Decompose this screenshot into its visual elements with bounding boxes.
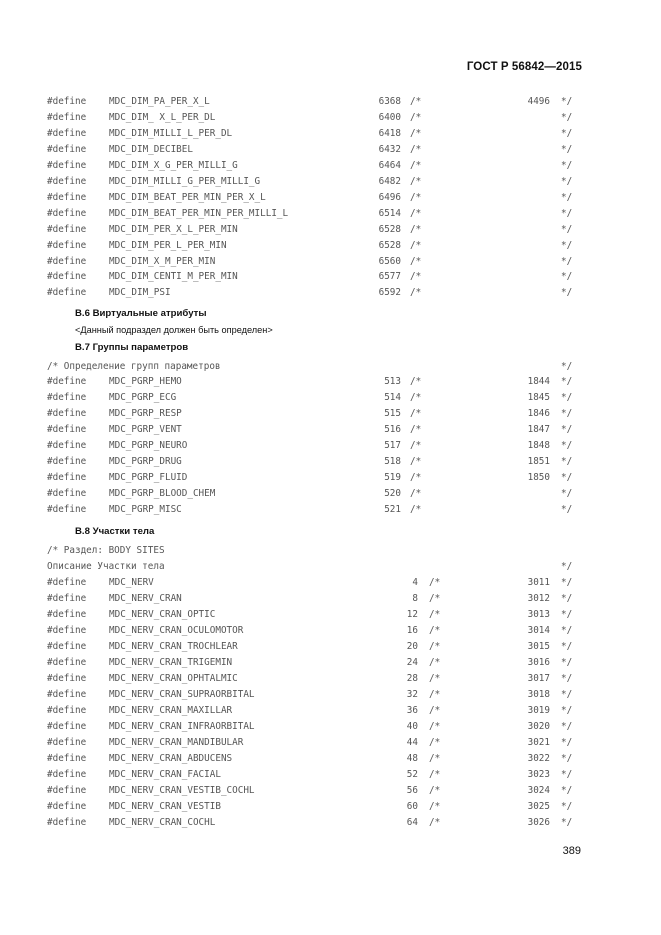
comment-close: */ xyxy=(561,705,573,716)
code-line xyxy=(0,94,661,109)
macro-name: MDC_NERV_CRAN_OCULOMOTOR xyxy=(109,625,244,636)
comment-close: */ xyxy=(561,785,573,796)
comment-close: */ xyxy=(561,207,573,219)
comment-open: /* xyxy=(410,271,422,283)
macro-name: MDC_PGRP_ECG xyxy=(109,392,177,403)
comment-close: */ xyxy=(561,239,573,251)
reference-code: 1851 xyxy=(527,456,550,467)
comment-open: /* xyxy=(410,255,422,267)
comment-open: /* xyxy=(429,801,441,812)
comment-close: */ xyxy=(561,472,573,483)
comment-close: */ xyxy=(561,673,573,684)
reference-code: 1850 xyxy=(527,472,550,483)
reference-code: 4496 xyxy=(527,96,550,107)
reference-code: 3018 xyxy=(527,689,550,700)
macro-name: MDC_DIM_PSI xyxy=(109,287,171,299)
b8-comment xyxy=(0,543,661,558)
comment-close: */ xyxy=(561,801,573,812)
macro-value: 36 xyxy=(406,705,418,716)
b7-comment-text: /* Определение групп параметров xyxy=(47,361,221,372)
comment-open: /* xyxy=(410,207,422,219)
macro-name: MDC_PGRP_RESP xyxy=(109,408,182,419)
code-line xyxy=(0,639,661,654)
reference-code: 3013 xyxy=(527,609,550,620)
comment-close: */ xyxy=(561,127,573,139)
comment-open: /* xyxy=(429,689,441,700)
reference-code: 3014 xyxy=(527,625,550,636)
b7-comment xyxy=(0,359,661,374)
code-line xyxy=(0,190,661,205)
b8-desc xyxy=(0,559,661,574)
macro-value: 521 xyxy=(384,504,401,515)
code-line xyxy=(0,502,661,517)
comment-close: */ xyxy=(561,488,573,499)
comment-open: /* xyxy=(410,111,422,123)
comment-open: /* xyxy=(410,175,422,187)
macro-value: 20 xyxy=(406,641,418,652)
macro-name: MDC_PGRP_VENT xyxy=(109,424,182,435)
macro-value: 44 xyxy=(406,737,418,748)
comment-close: */ xyxy=(561,376,573,387)
comment-close: */ xyxy=(561,593,573,604)
comment-close: */ xyxy=(561,255,573,267)
reference-code: 1848 xyxy=(527,440,550,451)
code-line xyxy=(0,406,661,421)
comment-close: */ xyxy=(561,625,573,636)
macro-name: MDC_NERV_CRAN_SUPRAORBITAL xyxy=(109,689,255,700)
macro-name: MDC_DIM_PER_L_PER_MIN xyxy=(109,239,227,251)
macro-value: 6528 xyxy=(378,223,401,235)
comment-close: */ xyxy=(561,577,573,588)
code-line xyxy=(0,607,661,622)
macro-value: 32 xyxy=(406,689,418,700)
comment-open: /* xyxy=(410,223,422,235)
macro-value: 517 xyxy=(384,440,401,451)
define-keyword: #define xyxy=(47,785,87,796)
code-line xyxy=(0,454,661,469)
reference-code: 1845 xyxy=(527,392,550,403)
macro-name: MDC_PGRP_DRUG xyxy=(109,456,182,467)
comment-open: /* xyxy=(410,143,422,155)
code-line xyxy=(0,206,661,221)
reference-code: 1844 xyxy=(527,376,550,387)
comment-close: */ xyxy=(561,96,573,107)
macro-value: 6482 xyxy=(378,175,401,187)
comment-close: */ xyxy=(561,440,573,451)
define-keyword: #define xyxy=(47,376,87,387)
macro-value: 6432 xyxy=(378,143,401,155)
define-keyword: #define xyxy=(47,207,87,219)
code-line xyxy=(0,719,661,734)
define-keyword: #define xyxy=(47,143,87,155)
macro-value: 6464 xyxy=(378,159,401,171)
comment-open: /* xyxy=(429,785,441,796)
comment-open: /* xyxy=(429,705,441,716)
comment-close: */ xyxy=(561,361,573,372)
macro-name: MDC_NERV_CRAN_INFRAORBITAL xyxy=(109,721,255,732)
define-keyword: #define xyxy=(47,625,87,636)
define-keyword: #define xyxy=(47,657,87,668)
comment-close: */ xyxy=(561,737,573,748)
comment-open: /* xyxy=(410,392,422,403)
comment-close: */ xyxy=(561,424,573,435)
macro-value: 6528 xyxy=(378,239,401,251)
code-line xyxy=(0,222,661,237)
comment-open: /* xyxy=(410,456,422,467)
macro-name: MDC_NERV_CRAN_TROCHLEAR xyxy=(109,641,238,652)
code-line xyxy=(0,142,661,157)
macro-name: MDC_DIM_DECIBEL xyxy=(109,143,193,155)
macro-name: MDC_PGRP_MISC xyxy=(109,504,182,515)
macro-value: 16 xyxy=(406,625,418,636)
comment-open: /* xyxy=(410,504,422,515)
macro-name: MDC_NERV_CRAN_FACIAL xyxy=(109,769,221,780)
comment-open: /* xyxy=(410,472,422,483)
code-line xyxy=(0,799,661,814)
macro-value: 12 xyxy=(406,609,418,620)
macro-name: MDC_DIM_ X_L_PER_DL xyxy=(109,111,216,123)
comment-open: /* xyxy=(429,641,441,652)
comment-close: */ xyxy=(561,657,573,668)
define-keyword: #define xyxy=(47,239,87,251)
page-number: 389 xyxy=(562,845,581,857)
code-line xyxy=(0,703,661,718)
define-keyword: #define xyxy=(47,753,87,764)
comment-open: /* xyxy=(410,440,422,451)
comment-open: /* xyxy=(410,287,422,299)
reference-code: 3023 xyxy=(527,769,550,780)
macro-name: MDC_PGRP_HEMO xyxy=(109,376,182,387)
code-line xyxy=(0,470,661,485)
macro-value: 28 xyxy=(406,673,418,684)
macro-value: 513 xyxy=(384,376,401,387)
define-keyword: #define xyxy=(47,159,87,171)
define-keyword: #define xyxy=(47,689,87,700)
comment-close: */ xyxy=(561,817,573,828)
code-line xyxy=(0,374,661,389)
macro-name: MDC_DIM_X_M_PER_MIN xyxy=(109,255,216,267)
comment-close: */ xyxy=(561,223,573,235)
comment-open: /* xyxy=(429,673,441,684)
define-keyword: #define xyxy=(47,456,87,467)
macro-value: 40 xyxy=(406,721,418,732)
comment-open: /* xyxy=(429,577,441,588)
define-keyword: #define xyxy=(47,424,87,435)
comment-open: /* xyxy=(410,424,422,435)
code-line xyxy=(0,591,661,606)
code-line xyxy=(0,438,661,453)
macro-value: 52 xyxy=(406,769,418,780)
define-keyword: #define xyxy=(47,408,87,419)
code-line xyxy=(0,238,661,253)
macro-value: 516 xyxy=(384,424,401,435)
reference-code: 3026 xyxy=(527,817,550,828)
reference-code: 3020 xyxy=(527,721,550,732)
comment-open: /* xyxy=(410,376,422,387)
macro-value: 64 xyxy=(406,817,418,828)
section-b6-note: <Данный подраздел должен быть определен> xyxy=(75,325,273,335)
macro-name: MDC_DIM_CENTI_M_PER_MIN xyxy=(109,271,238,283)
define-keyword: #define xyxy=(47,111,87,123)
comment-close: */ xyxy=(561,408,573,419)
comment-open: /* xyxy=(410,191,422,203)
macro-value: 6400 xyxy=(378,111,401,123)
macro-value: 4 xyxy=(412,577,418,588)
macro-value: 518 xyxy=(384,456,401,467)
b8-desc-text: Описание Участки тела xyxy=(47,561,165,572)
comment-open: /* xyxy=(429,657,441,668)
define-keyword: #define xyxy=(47,96,87,107)
comment-open: /* xyxy=(410,488,422,499)
comment-open: /* xyxy=(429,593,441,604)
comment-close: */ xyxy=(561,769,573,780)
code-line xyxy=(0,158,661,173)
define-keyword: #define xyxy=(47,472,87,483)
macro-name: MDC_DIM_BEAT_PER_MIN_PER_MILLI_L xyxy=(109,207,289,219)
code-line xyxy=(0,174,661,189)
code-line xyxy=(0,269,661,284)
comment-close: */ xyxy=(561,287,573,299)
comment-close: */ xyxy=(561,641,573,652)
comment-close: */ xyxy=(561,271,573,283)
macro-name: MDC_PGRP_NEURO xyxy=(109,440,188,451)
define-keyword: #define xyxy=(47,175,87,187)
define-keyword: #define xyxy=(47,271,87,283)
define-keyword: #define xyxy=(47,488,87,499)
comment-open: /* xyxy=(429,721,441,732)
define-keyword: #define xyxy=(47,577,87,588)
code-line xyxy=(0,110,661,125)
comment-open: /* xyxy=(429,625,441,636)
code-line xyxy=(0,254,661,269)
code-line xyxy=(0,623,661,638)
reference-code: 3024 xyxy=(527,785,550,796)
comment-open: /* xyxy=(410,408,422,419)
section-b7-title: В.7 Группы параметров xyxy=(75,342,189,353)
macro-value: 6560 xyxy=(378,255,401,267)
macro-name: MDC_NERV_CRAN_MAXILLAR xyxy=(109,705,233,716)
macro-name: MDC_NERV_CRAN_OPTIC xyxy=(109,609,216,620)
code-line xyxy=(0,422,661,437)
comment-open: /* xyxy=(429,769,441,780)
reference-code: 3025 xyxy=(527,801,550,812)
macro-value: 514 xyxy=(384,392,401,403)
code-line xyxy=(0,486,661,501)
reference-code: 3017 xyxy=(527,673,550,684)
define-keyword: #define xyxy=(47,255,87,267)
comment-open: /* xyxy=(429,753,441,764)
comment-open: /* xyxy=(429,817,441,828)
define-keyword: #define xyxy=(47,191,87,203)
macro-name: MDC_DIM_PA_PER_X_L xyxy=(109,96,210,107)
define-keyword: #define xyxy=(47,673,87,684)
define-keyword: #define xyxy=(47,504,87,515)
macro-name: MDC_PGRP_BLOOD_CHEM xyxy=(109,488,216,499)
code-line xyxy=(0,687,661,702)
reference-code: 3012 xyxy=(527,593,550,604)
macro-value: 520 xyxy=(384,488,401,499)
macro-name: MDC_PGRP_FLUID xyxy=(109,472,188,483)
code-line xyxy=(0,767,661,782)
macro-name: MDC_NERV_CRAN_COCHL xyxy=(109,817,216,828)
reference-code: 1846 xyxy=(527,408,550,419)
macro-name: MDC_DIM_MILLI_L_PER_DL xyxy=(109,127,233,139)
macro-value: 519 xyxy=(384,472,401,483)
code-line xyxy=(0,655,661,670)
section-b6-title: В.6 Виртуальные атрибуты xyxy=(75,308,207,319)
code-line xyxy=(0,575,661,590)
macro-value: 6592 xyxy=(378,287,401,299)
comment-open: /* xyxy=(410,159,422,171)
define-keyword: #define xyxy=(47,593,87,604)
comment-close: */ xyxy=(561,175,573,187)
code-line xyxy=(0,285,661,300)
macro-value: 6577 xyxy=(378,271,401,283)
define-keyword: #define xyxy=(47,721,87,732)
comment-close: */ xyxy=(561,159,573,171)
code-line xyxy=(0,126,661,141)
macro-value: 24 xyxy=(406,657,418,668)
code-line xyxy=(0,751,661,766)
comment-close: */ xyxy=(561,191,573,203)
macro-value: 56 xyxy=(406,785,418,796)
macro-name: MDC_DIM_PER_X_L_PER_MIN xyxy=(109,223,238,235)
comment-open: /* xyxy=(410,96,422,107)
b8-comment-text: /* Раздел: BODY SITES xyxy=(47,545,165,556)
macro-value: 60 xyxy=(406,801,418,812)
macro-name: MDC_NERV_CRAN_OPHTALMIC xyxy=(109,673,238,684)
code-line xyxy=(0,390,661,405)
standard-header: ГОСТ Р 56842—2015 xyxy=(466,61,582,73)
reference-code: 3016 xyxy=(527,657,550,668)
comment-close: */ xyxy=(561,753,573,764)
define-keyword: #define xyxy=(47,127,87,139)
macro-value: 6496 xyxy=(378,191,401,203)
macro-value: 6368 xyxy=(378,96,401,107)
define-keyword: #define xyxy=(47,705,87,716)
macro-name: MDC_NERV_CRAN xyxy=(109,593,182,604)
comment-close: */ xyxy=(561,689,573,700)
reference-code: 3021 xyxy=(527,737,550,748)
macro-name: MDC_NERV_CRAN_TRIGEMIN xyxy=(109,657,233,668)
define-keyword: #define xyxy=(47,817,87,828)
comment-close: */ xyxy=(561,561,573,572)
macro-name: MDC_NERV_CRAN_ABDUCENS xyxy=(109,753,233,764)
define-keyword: #define xyxy=(47,392,87,403)
macro-value: 8 xyxy=(412,593,418,604)
code-line xyxy=(0,783,661,798)
define-keyword: #define xyxy=(47,737,87,748)
macro-value: 6418 xyxy=(378,127,401,139)
macro-name: MDC_DIM_X_G_PER_MILLI_G xyxy=(109,159,238,171)
reference-code: 3022 xyxy=(527,753,550,764)
code-line xyxy=(0,815,661,830)
macro-name: MDC_DIM_BEAT_PER_MIN_PER_X_L xyxy=(109,191,266,203)
comment-close: */ xyxy=(561,609,573,620)
define-keyword: #define xyxy=(47,287,87,299)
comment-close: */ xyxy=(561,456,573,467)
comment-close: */ xyxy=(561,392,573,403)
macro-name: MDC_DIM_MILLI_G_PER_MILLI_G xyxy=(109,175,261,187)
macro-name: MDC_NERV_CRAN_VESTIB xyxy=(109,801,221,812)
section-b8-title: В.8 Участки тела xyxy=(75,526,155,537)
define-keyword: #define xyxy=(47,801,87,812)
comment-open: /* xyxy=(429,609,441,620)
macro-value: 515 xyxy=(384,408,401,419)
macro-name: MDC_NERV xyxy=(109,577,154,588)
define-keyword: #define xyxy=(47,769,87,780)
macro-name: MDC_NERV_CRAN_MANDIBULAR xyxy=(109,737,244,748)
comment-close: */ xyxy=(561,504,573,515)
comment-open: /* xyxy=(429,737,441,748)
define-keyword: #define xyxy=(47,641,87,652)
code-line xyxy=(0,671,661,686)
macro-value: 48 xyxy=(406,753,418,764)
define-keyword: #define xyxy=(47,609,87,620)
macro-value: 6514 xyxy=(378,207,401,219)
comment-close: */ xyxy=(561,143,573,155)
reference-code: 1847 xyxy=(527,424,550,435)
define-keyword: #define xyxy=(47,223,87,235)
reference-code: 3011 xyxy=(527,577,550,588)
reference-code: 3015 xyxy=(527,641,550,652)
macro-name: MDC_NERV_CRAN_VESTIB_COCHL xyxy=(109,785,255,796)
comment-open: /* xyxy=(410,239,422,251)
code-line xyxy=(0,735,661,750)
comment-open: /* xyxy=(410,127,422,139)
comment-close: */ xyxy=(561,721,573,732)
comment-close: */ xyxy=(561,111,573,123)
define-keyword: #define xyxy=(47,440,87,451)
reference-code: 3019 xyxy=(527,705,550,716)
